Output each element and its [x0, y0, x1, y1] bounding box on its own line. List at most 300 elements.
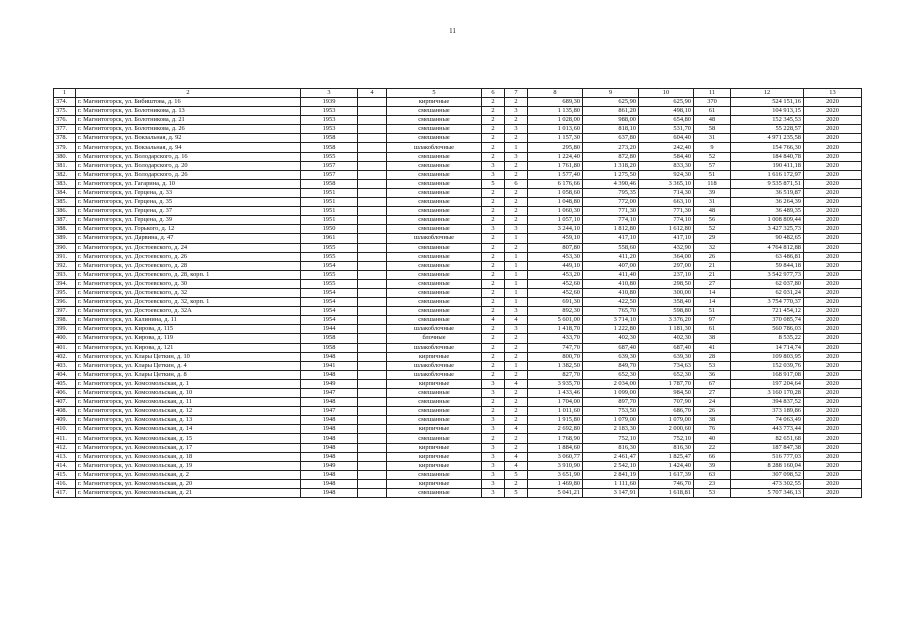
- cell-address: г. Магнитогорск, ул. Достоевского, д. 30: [76, 279, 301, 288]
- cell-living-area: 410,80: [583, 288, 639, 297]
- cell-cost: 190 411,18: [731, 161, 804, 170]
- cell-build-year: 1948: [301, 452, 358, 461]
- cell-residents: 32: [694, 243, 731, 252]
- cell-private-area: 498,10: [639, 107, 694, 116]
- cell-col-4: [358, 179, 387, 188]
- cell-cost: 3 542 977,73: [731, 270, 804, 279]
- cell-living-area: 3 147,91: [583, 489, 639, 498]
- cell-cost: 90 482,65: [731, 234, 804, 243]
- cell-row-number: 413.: [54, 452, 76, 461]
- cell-row-number: 405.: [54, 379, 76, 388]
- cell-row-number: 400.: [54, 334, 76, 343]
- table-row: [54, 188, 862, 197]
- cell-entrances: 2: [505, 170, 528, 179]
- cell-year: 2020: [804, 434, 862, 443]
- cell-wall-material: шлакоблочные: [387, 325, 482, 334]
- column-header-7: 7: [505, 89, 528, 98]
- cell-living-area: 625,90: [583, 98, 639, 107]
- cell-floors: 2: [482, 188, 505, 197]
- cell-residents: 53: [694, 489, 731, 498]
- cell-build-year: 1949: [301, 461, 358, 470]
- cell-entrances: 2: [505, 416, 528, 425]
- cell-total-area: 1 418,70: [528, 325, 583, 334]
- cell-private-area: 2 000,60: [639, 425, 694, 434]
- cell-residents: 51: [694, 170, 731, 179]
- cell-residents: 14: [694, 298, 731, 307]
- cell-living-area: 402,30: [583, 334, 639, 343]
- cell-build-year: 1961: [301, 234, 358, 243]
- cell-total-area: 3 910,90: [528, 461, 583, 470]
- cell-private-area: 358,40: [639, 298, 694, 307]
- cell-row-number: 383.: [54, 179, 76, 188]
- cell-address: г. Магнитогорск, ул. Болотникова, д. 21: [76, 116, 301, 125]
- cell-private-area: 3 376,20: [639, 316, 694, 325]
- cell-address: г. Магнитогорск, ул. Болотникова, д. 26: [76, 125, 301, 134]
- cell-entrances: 3: [505, 152, 528, 161]
- cell-living-area: 637,80: [583, 134, 639, 143]
- cell-cost: 62 037,80: [731, 279, 804, 288]
- cell-wall-material: смешанные: [387, 179, 482, 188]
- cell-address: г. Магнитогорск, ул. Комсомольская, д. 15: [76, 434, 301, 443]
- table-row: [54, 298, 862, 307]
- cell-wall-material: смешанные: [387, 270, 482, 279]
- table-row: [54, 461, 862, 470]
- cell-year: 2020: [804, 307, 862, 316]
- cell-private-area: 774,10: [639, 216, 694, 225]
- cell-cost: 560 786,03: [731, 325, 804, 334]
- cell-entrances: 2: [505, 389, 528, 398]
- cell-floors: 3: [482, 425, 505, 434]
- cell-living-area: 417,10: [583, 234, 639, 243]
- cell-address: г. Магнитогорск, ул. Комсомольская, д. 21: [76, 489, 301, 498]
- cell-wall-material: шлакоблочные: [387, 370, 482, 379]
- cell-floors: 3: [482, 416, 505, 425]
- cell-address: г. Магнитогорск, ул. Достоевского, д. 32: [76, 288, 301, 297]
- cell-total-area: 1 057,10: [528, 216, 583, 225]
- cell-year: 2020: [804, 334, 862, 343]
- cell-private-area: 1 617,39: [639, 470, 694, 479]
- column-header-5: 5: [387, 89, 482, 98]
- cell-residents: 40: [694, 434, 731, 443]
- cell-total-area: 1 704,00: [528, 398, 583, 407]
- cell-entrances: 2: [505, 161, 528, 170]
- cell-build-year: 1955: [301, 252, 358, 261]
- cell-year: 2020: [804, 243, 862, 252]
- cell-living-area: 558,60: [583, 243, 639, 252]
- table-body: [54, 98, 862, 498]
- table-row: [54, 452, 862, 461]
- cell-total-area: 5 601,00: [528, 316, 583, 325]
- cell-living-area: 861,20: [583, 107, 639, 116]
- cell-year: 2020: [804, 170, 862, 179]
- cell-col-4: [358, 234, 387, 243]
- cell-wall-material: смешанные: [387, 398, 482, 407]
- table-row: [54, 234, 862, 243]
- cell-cost: 9 535 871,51: [731, 179, 804, 188]
- cell-entrances: 3: [505, 325, 528, 334]
- cell-cost: 36 519,87: [731, 188, 804, 197]
- cell-row-number: 407.: [54, 398, 76, 407]
- cell-wall-material: смешанные: [387, 198, 482, 207]
- cell-row-number: 415.: [54, 470, 76, 479]
- cell-entrances: 1: [505, 288, 528, 297]
- table-row: [54, 207, 862, 216]
- cell-cost: 5 707 346,13: [731, 489, 804, 498]
- cell-wall-material: смешанные: [387, 252, 482, 261]
- cell-row-number: 382.: [54, 170, 76, 179]
- cell-entrances: 2: [505, 370, 528, 379]
- cell-total-area: 3 935,70: [528, 379, 583, 388]
- cell-year: 2020: [804, 143, 862, 152]
- cell-wall-material: кирпичные: [387, 461, 482, 470]
- cell-cost: 197 204,64: [731, 379, 804, 388]
- cell-total-area: 452,60: [528, 279, 583, 288]
- cell-wall-material: смешанные: [387, 152, 482, 161]
- table-row: [54, 398, 862, 407]
- cell-living-area: 2 841,19: [583, 470, 639, 479]
- cell-build-year: 1948: [301, 489, 358, 498]
- cell-wall-material: кирпичные: [387, 352, 482, 361]
- cell-wall-material: смешанные: [387, 261, 482, 270]
- cell-year: 2020: [804, 152, 862, 161]
- cell-wall-material: шлакоблочные: [387, 143, 482, 152]
- cell-cost: 3 754 770,37: [731, 298, 804, 307]
- cell-build-year: 1955: [301, 279, 358, 288]
- cell-year: 2020: [804, 452, 862, 461]
- cell-cost: 4 971 235,58: [731, 134, 804, 143]
- cell-entrances: 2: [505, 434, 528, 443]
- cell-total-area: 892,30: [528, 307, 583, 316]
- cell-floors: 2: [482, 343, 505, 352]
- column-header-2: 2: [76, 89, 301, 98]
- cell-build-year: 1958: [301, 134, 358, 143]
- cell-living-area: 1 275,50: [583, 170, 639, 179]
- cell-wall-material: блочные: [387, 334, 482, 343]
- cell-col-4: [358, 270, 387, 279]
- cell-floors: 2: [482, 398, 505, 407]
- cell-cost: 1 616 172,97: [731, 170, 804, 179]
- table-row: [54, 279, 862, 288]
- cell-private-area: 237,10: [639, 270, 694, 279]
- cell-private-area: 1 612,80: [639, 225, 694, 234]
- cell-cost: 62 031,24: [731, 288, 804, 297]
- cell-residents: 57: [694, 161, 731, 170]
- cell-private-area: 531,70: [639, 125, 694, 134]
- cell-year: 2020: [804, 225, 862, 234]
- column-header-8: 8: [528, 89, 583, 98]
- cell-build-year: 1958: [301, 334, 358, 343]
- cell-build-year: 1947: [301, 389, 358, 398]
- cell-total-area: 295,80: [528, 143, 583, 152]
- cell-residents: 22: [694, 443, 731, 452]
- cell-address: г. Магнитогорск, ул. Комсомольская, д. 12: [76, 407, 301, 416]
- cell-col-4: [358, 98, 387, 107]
- cell-address: г. Магнитогорск, ул. Комсомольская, д. 20: [76, 479, 301, 488]
- cell-year: 2020: [804, 279, 862, 288]
- cell-build-year: 1953: [301, 125, 358, 134]
- cell-living-area: 3 714,10: [583, 316, 639, 325]
- cell-row-number: 381.: [54, 161, 76, 170]
- cell-build-year: 1939: [301, 98, 358, 107]
- cell-residents: 52: [694, 152, 731, 161]
- cell-living-area: 772,00: [583, 198, 639, 207]
- cell-floors: 4: [482, 316, 505, 325]
- cell-total-area: 689,30: [528, 98, 583, 107]
- cell-living-area: 816,30: [583, 443, 639, 452]
- cell-total-area: 807,80: [528, 243, 583, 252]
- cell-floors: 2: [482, 207, 505, 216]
- cell-col-4: [358, 434, 387, 443]
- cell-address: г. Магнитогорск, ул. Володарского, д. 26: [76, 170, 301, 179]
- cell-row-number: 409.: [54, 416, 76, 425]
- cell-build-year: 1953: [301, 116, 358, 125]
- cell-residents: 38: [694, 416, 731, 425]
- cell-residents: 39: [694, 461, 731, 470]
- cell-private-area: 1 825,47: [639, 452, 694, 461]
- cell-row-number: 379.: [54, 143, 76, 152]
- cell-address: г. Магнитогорск, ул. Комсомольская, д. 2: [76, 470, 301, 479]
- cell-living-area: 753,50: [583, 407, 639, 416]
- cell-build-year: 1957: [301, 170, 358, 179]
- cell-living-area: 2 034,00: [583, 379, 639, 388]
- cell-floors: 2: [482, 198, 505, 207]
- cell-build-year: 1958: [301, 179, 358, 188]
- table-row: [54, 125, 862, 134]
- cell-living-area: 765,70: [583, 307, 639, 316]
- page-number: 11: [449, 27, 456, 35]
- cell-col-4: [358, 279, 387, 288]
- cell-floors: 5: [482, 179, 505, 188]
- cell-floors: 3: [482, 489, 505, 498]
- cell-total-area: 1 013,60: [528, 125, 583, 134]
- cell-residents: 63: [694, 470, 731, 479]
- cell-year: 2020: [804, 107, 862, 116]
- cell-cost: 36 489,35: [731, 207, 804, 216]
- cell-year: 2020: [804, 443, 862, 452]
- cell-col-4: [358, 407, 387, 416]
- cell-wall-material: шлакоблочные: [387, 234, 482, 243]
- cell-col-4: [358, 143, 387, 152]
- cell-col-4: [358, 170, 387, 179]
- cell-private-area: 584,40: [639, 152, 694, 161]
- cell-total-area: 1 577,40: [528, 170, 583, 179]
- cell-year: 2020: [804, 188, 862, 197]
- cell-living-area: 652,30: [583, 370, 639, 379]
- cell-private-area: 734,63: [639, 361, 694, 370]
- cell-floors: 2: [482, 98, 505, 107]
- cell-col-4: [358, 125, 387, 134]
- cell-col-4: [358, 452, 387, 461]
- cell-entrances: 4: [505, 379, 528, 388]
- cell-entrances: 4: [505, 425, 528, 434]
- table-row: [54, 370, 862, 379]
- cell-private-area: 639,30: [639, 352, 694, 361]
- cell-address: г. Магнитогорск, ул. Комсомольская, д. 13: [76, 416, 301, 425]
- cell-residents: 53: [694, 361, 731, 370]
- cell-total-area: 1 915,80: [528, 416, 583, 425]
- cell-entrances: 2: [505, 198, 528, 207]
- cell-row-number: 410.: [54, 425, 76, 434]
- cell-entrances: 2: [505, 216, 528, 225]
- cell-residents: 370: [694, 98, 731, 107]
- cell-address: г. Магнитогорск, ул. Комсомольская, д. 14: [76, 425, 301, 434]
- cell-year: 2020: [804, 361, 862, 370]
- cell-entrances: 4: [505, 316, 528, 325]
- cell-build-year: 1951: [301, 207, 358, 216]
- cell-cost: 1 008 809,44: [731, 216, 804, 225]
- table-row: [54, 443, 862, 452]
- cell-entrances: 1: [505, 298, 528, 307]
- cell-entrances: 3: [505, 125, 528, 134]
- cell-total-area: 3 060,77: [528, 452, 583, 461]
- cell-floors: 2: [482, 307, 505, 316]
- cell-col-4: [358, 325, 387, 334]
- cell-entrances: 3: [505, 225, 528, 234]
- cell-col-4: [358, 134, 387, 143]
- cell-address: г. Магнитогорск, ул. Комсомольская, д. 17: [76, 443, 301, 452]
- cell-total-area: 1 135,80: [528, 107, 583, 116]
- cell-entrances: 2: [505, 352, 528, 361]
- cell-total-area: 1 761,80: [528, 161, 583, 170]
- table-row: [54, 361, 862, 370]
- cell-row-number: 388.: [54, 225, 76, 234]
- table-row: [54, 143, 862, 152]
- cell-address: г. Магнитогорск, ул. Комсомольская, д. 10: [76, 389, 301, 398]
- cell-year: 2020: [804, 98, 862, 107]
- cell-year: 2020: [804, 252, 862, 261]
- cell-residents: 48: [694, 207, 731, 216]
- cell-private-area: 300,00: [639, 288, 694, 297]
- cell-total-area: 459,10: [528, 234, 583, 243]
- cell-year: 2020: [804, 179, 862, 188]
- cell-living-area: 752,10: [583, 434, 639, 443]
- table-row: [54, 225, 862, 234]
- cell-year: 2020: [804, 270, 862, 279]
- cell-private-area: 364,00: [639, 252, 694, 261]
- cell-total-area: 433,70: [528, 334, 583, 343]
- cell-cost: 8 288 160,04: [731, 461, 804, 470]
- cell-year: 2020: [804, 425, 862, 434]
- cell-entrances: 4: [505, 461, 528, 470]
- cell-entrances: 1: [505, 261, 528, 270]
- cell-col-4: [358, 379, 387, 388]
- cell-col-4: [358, 343, 387, 352]
- cell-address: г. Магнитогорск, ул. Вокзальная, д. 94: [76, 143, 301, 152]
- cell-col-4: [358, 252, 387, 261]
- table-row: [54, 98, 862, 107]
- cell-private-area: 687,40: [639, 343, 694, 352]
- table-row: [54, 352, 862, 361]
- table-row: [54, 179, 862, 188]
- cell-cost: 721 454,12: [731, 307, 804, 316]
- cell-col-4: [358, 288, 387, 297]
- cell-entrances: 1: [505, 270, 528, 279]
- cell-row-number: 411.: [54, 434, 76, 443]
- column-header-12: 12: [731, 89, 804, 98]
- cell-year: 2020: [804, 389, 862, 398]
- cell-living-area: 410,80: [583, 279, 639, 288]
- cell-col-4: [358, 479, 387, 488]
- cell-floors: 2: [482, 370, 505, 379]
- cell-private-area: 833,30: [639, 161, 694, 170]
- cell-living-area: 687,40: [583, 343, 639, 352]
- cell-row-number: 374.: [54, 98, 76, 107]
- cell-address: г. Магнитогорск, ул. Кирова, д. 119: [76, 334, 301, 343]
- cell-floors: 2: [482, 325, 505, 334]
- cell-address: г. Магнитогорск, ул. Калинина, д. 11: [76, 316, 301, 325]
- cell-entrances: 2: [505, 243, 528, 252]
- cell-row-number: 386.: [54, 207, 76, 216]
- table-row: [54, 107, 862, 116]
- cell-build-year: 1951: [301, 216, 358, 225]
- cell-year: 2020: [804, 298, 862, 307]
- table-row: [54, 252, 862, 261]
- cell-address: г. Магнитогорск, ул. Клары Цеткин, д. 4: [76, 361, 301, 370]
- cell-entrances: 2: [505, 188, 528, 197]
- cell-col-4: [358, 361, 387, 370]
- cell-col-4: [358, 443, 387, 452]
- table-row: [54, 379, 862, 388]
- cell-cost: 74 063,49: [731, 416, 804, 425]
- cell-cost: 59 844,18: [731, 261, 804, 270]
- cell-year: 2020: [804, 125, 862, 134]
- cell-residents: 66: [694, 452, 731, 461]
- cell-build-year: 1955: [301, 243, 358, 252]
- cell-entrances: 4: [505, 452, 528, 461]
- cell-address: г. Магнитогорск, ул. Горького, д. 12: [76, 225, 301, 234]
- cell-year: 2020: [804, 325, 862, 334]
- cell-row-number: 416.: [54, 479, 76, 488]
- cell-cost: 152 039,76: [731, 361, 804, 370]
- table-row: [54, 325, 862, 334]
- cell-floors: 2: [482, 143, 505, 152]
- cell-build-year: 1955: [301, 152, 358, 161]
- cell-living-area: 774,10: [583, 216, 639, 225]
- cell-row-number: 389.: [54, 234, 76, 243]
- cell-cost: 187 847,38: [731, 443, 804, 452]
- cell-address: г. Магнитогорск, ул. Бибиштова, д. 16: [76, 98, 301, 107]
- column-header-3: 3: [301, 89, 358, 98]
- cell-year: 2020: [804, 416, 862, 425]
- cell-total-area: 453,30: [528, 252, 583, 261]
- cell-floors: 2: [482, 107, 505, 116]
- cell-year: 2020: [804, 398, 862, 407]
- cell-floors: 2: [482, 152, 505, 161]
- cell-floors: 2: [482, 279, 505, 288]
- cell-residents: 61: [694, 107, 731, 116]
- cell-total-area: 1 382,50: [528, 361, 583, 370]
- table-row: [54, 434, 862, 443]
- cell-private-area: 652,30: [639, 370, 694, 379]
- cell-residents: 61: [694, 325, 731, 334]
- table-row: [54, 198, 862, 207]
- cell-year: 2020: [804, 207, 862, 216]
- cell-private-area: 816,30: [639, 443, 694, 452]
- cell-col-4: [358, 416, 387, 425]
- cell-floors: 3: [482, 479, 505, 488]
- cell-build-year: 1948: [301, 352, 358, 361]
- cell-living-area: 639,30: [583, 352, 639, 361]
- cell-private-area: 242,40: [639, 143, 694, 152]
- cell-row-number: 404.: [54, 370, 76, 379]
- table-row: [54, 416, 862, 425]
- cell-private-area: 1 424,40: [639, 461, 694, 470]
- cell-residents: 14: [694, 288, 731, 297]
- cell-row-number: 384.: [54, 188, 76, 197]
- cell-private-area: 752,10: [639, 434, 694, 443]
- cell-row-number: 391.: [54, 252, 76, 261]
- cell-entrances: 2: [505, 334, 528, 343]
